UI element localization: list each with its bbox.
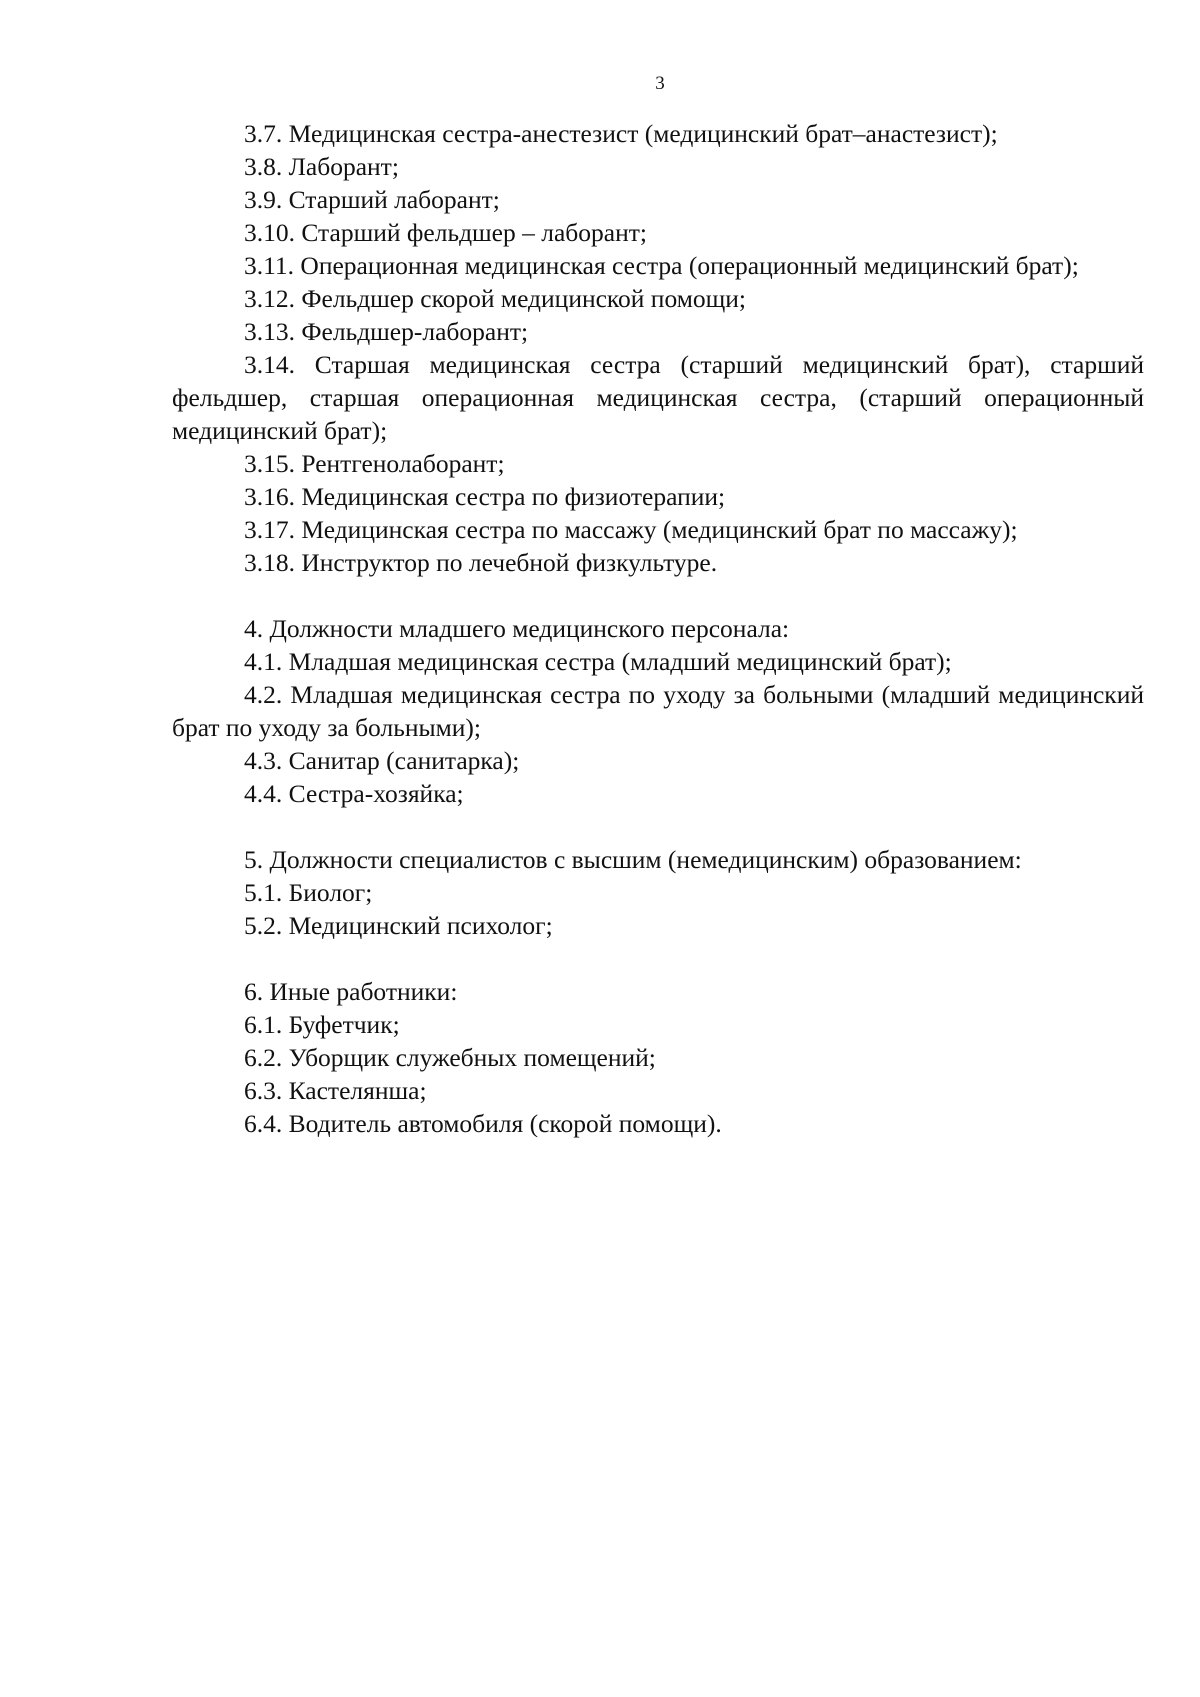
list-item-3-18: 3.18. Инструктор по лечебной физкультуре. (244, 548, 718, 577)
list-item-4-3: 4.3. Санитар (санитарка); (244, 746, 520, 775)
list-item-3-13: 3.13. Фельдшер-лаборант; (244, 317, 529, 346)
section-heading-4: 4. Должности младшего медицинского персонала: (244, 614, 790, 643)
list-item-4-1: 4.1. Младшая медицинская сестра (младший медицинский брат); (244, 647, 952, 676)
list-item-4-4: 4.4. Сестра-хозяйка; (244, 779, 464, 808)
section-heading-6: 6. Иные работники: (244, 977, 458, 1006)
list-item-3-16: 3.16. Медицинская сестра по физиотерапии; (244, 482, 726, 511)
list-item-3-11: 3.11. Операционная медицинская сестра (операционный медицинский брат); (244, 251, 1079, 280)
section-other-workers (172, 975, 1144, 1140)
list-item-6-4: 6.4. Водитель автомобиля (скорой помощи). (244, 1109, 722, 1138)
section-nursing-positions (172, 117, 1144, 579)
list-item-3-12: 3.12. Фельдшер скорой медицинской помощи; (244, 284, 746, 313)
document-body (172, 117, 1144, 1140)
list-item-6-1: 6.1. Буфетчик; (244, 1010, 400, 1039)
list-item-3-8: 3.8. Лаборант; (244, 152, 399, 181)
section-junior-staff (172, 612, 1144, 810)
section-non-medical-specialists (172, 843, 1144, 942)
list-item-5-2: 5.2. Медицинский психолог; (244, 911, 553, 940)
list-item-4-2: 4.2. Младшая медицинская сестра по уходу за больными (младший медицинский брат по уходу за больными); (172, 680, 1144, 742)
section-heading-5: 5. Должности специалистов с высшим (немедицинским) образованием: (244, 845, 1022, 874)
section-spacer (172, 942, 1144, 975)
list-item-3-17: 3.17. Медицинская сестра по массажу (медицинский брат по массажу); (244, 515, 1018, 544)
section-spacer (172, 579, 1144, 612)
section-spacer (172, 810, 1144, 843)
list-item-5-1: 5.1. Биолог; (244, 878, 373, 907)
list-item-3-14: 3.14. Старшая медицинская сестра (старший медицинский брат), старший фельдшер, старшая операционная медицинская сестра, (старший операционный медицинский брат); (172, 350, 1144, 445)
list-item-3-15: 3.15. Рентгенолаборант; (244, 449, 505, 478)
list-item-6-3: 6.3. Кастелянша; (244, 1076, 427, 1105)
list-item-6-2: 6.2. Уборщик служебных помещений; (244, 1043, 656, 1072)
page-number: 3 (655, 73, 665, 94)
list-item-3-9: 3.9. Старший лаборант; (244, 185, 500, 214)
list-item-3-10: 3.10. Старший фельдшер – лаборант; (244, 218, 647, 247)
list-item-3-7: 3.7. Медицинская сестра-анестезист (медицинский брат–анастезист); (244, 119, 998, 148)
